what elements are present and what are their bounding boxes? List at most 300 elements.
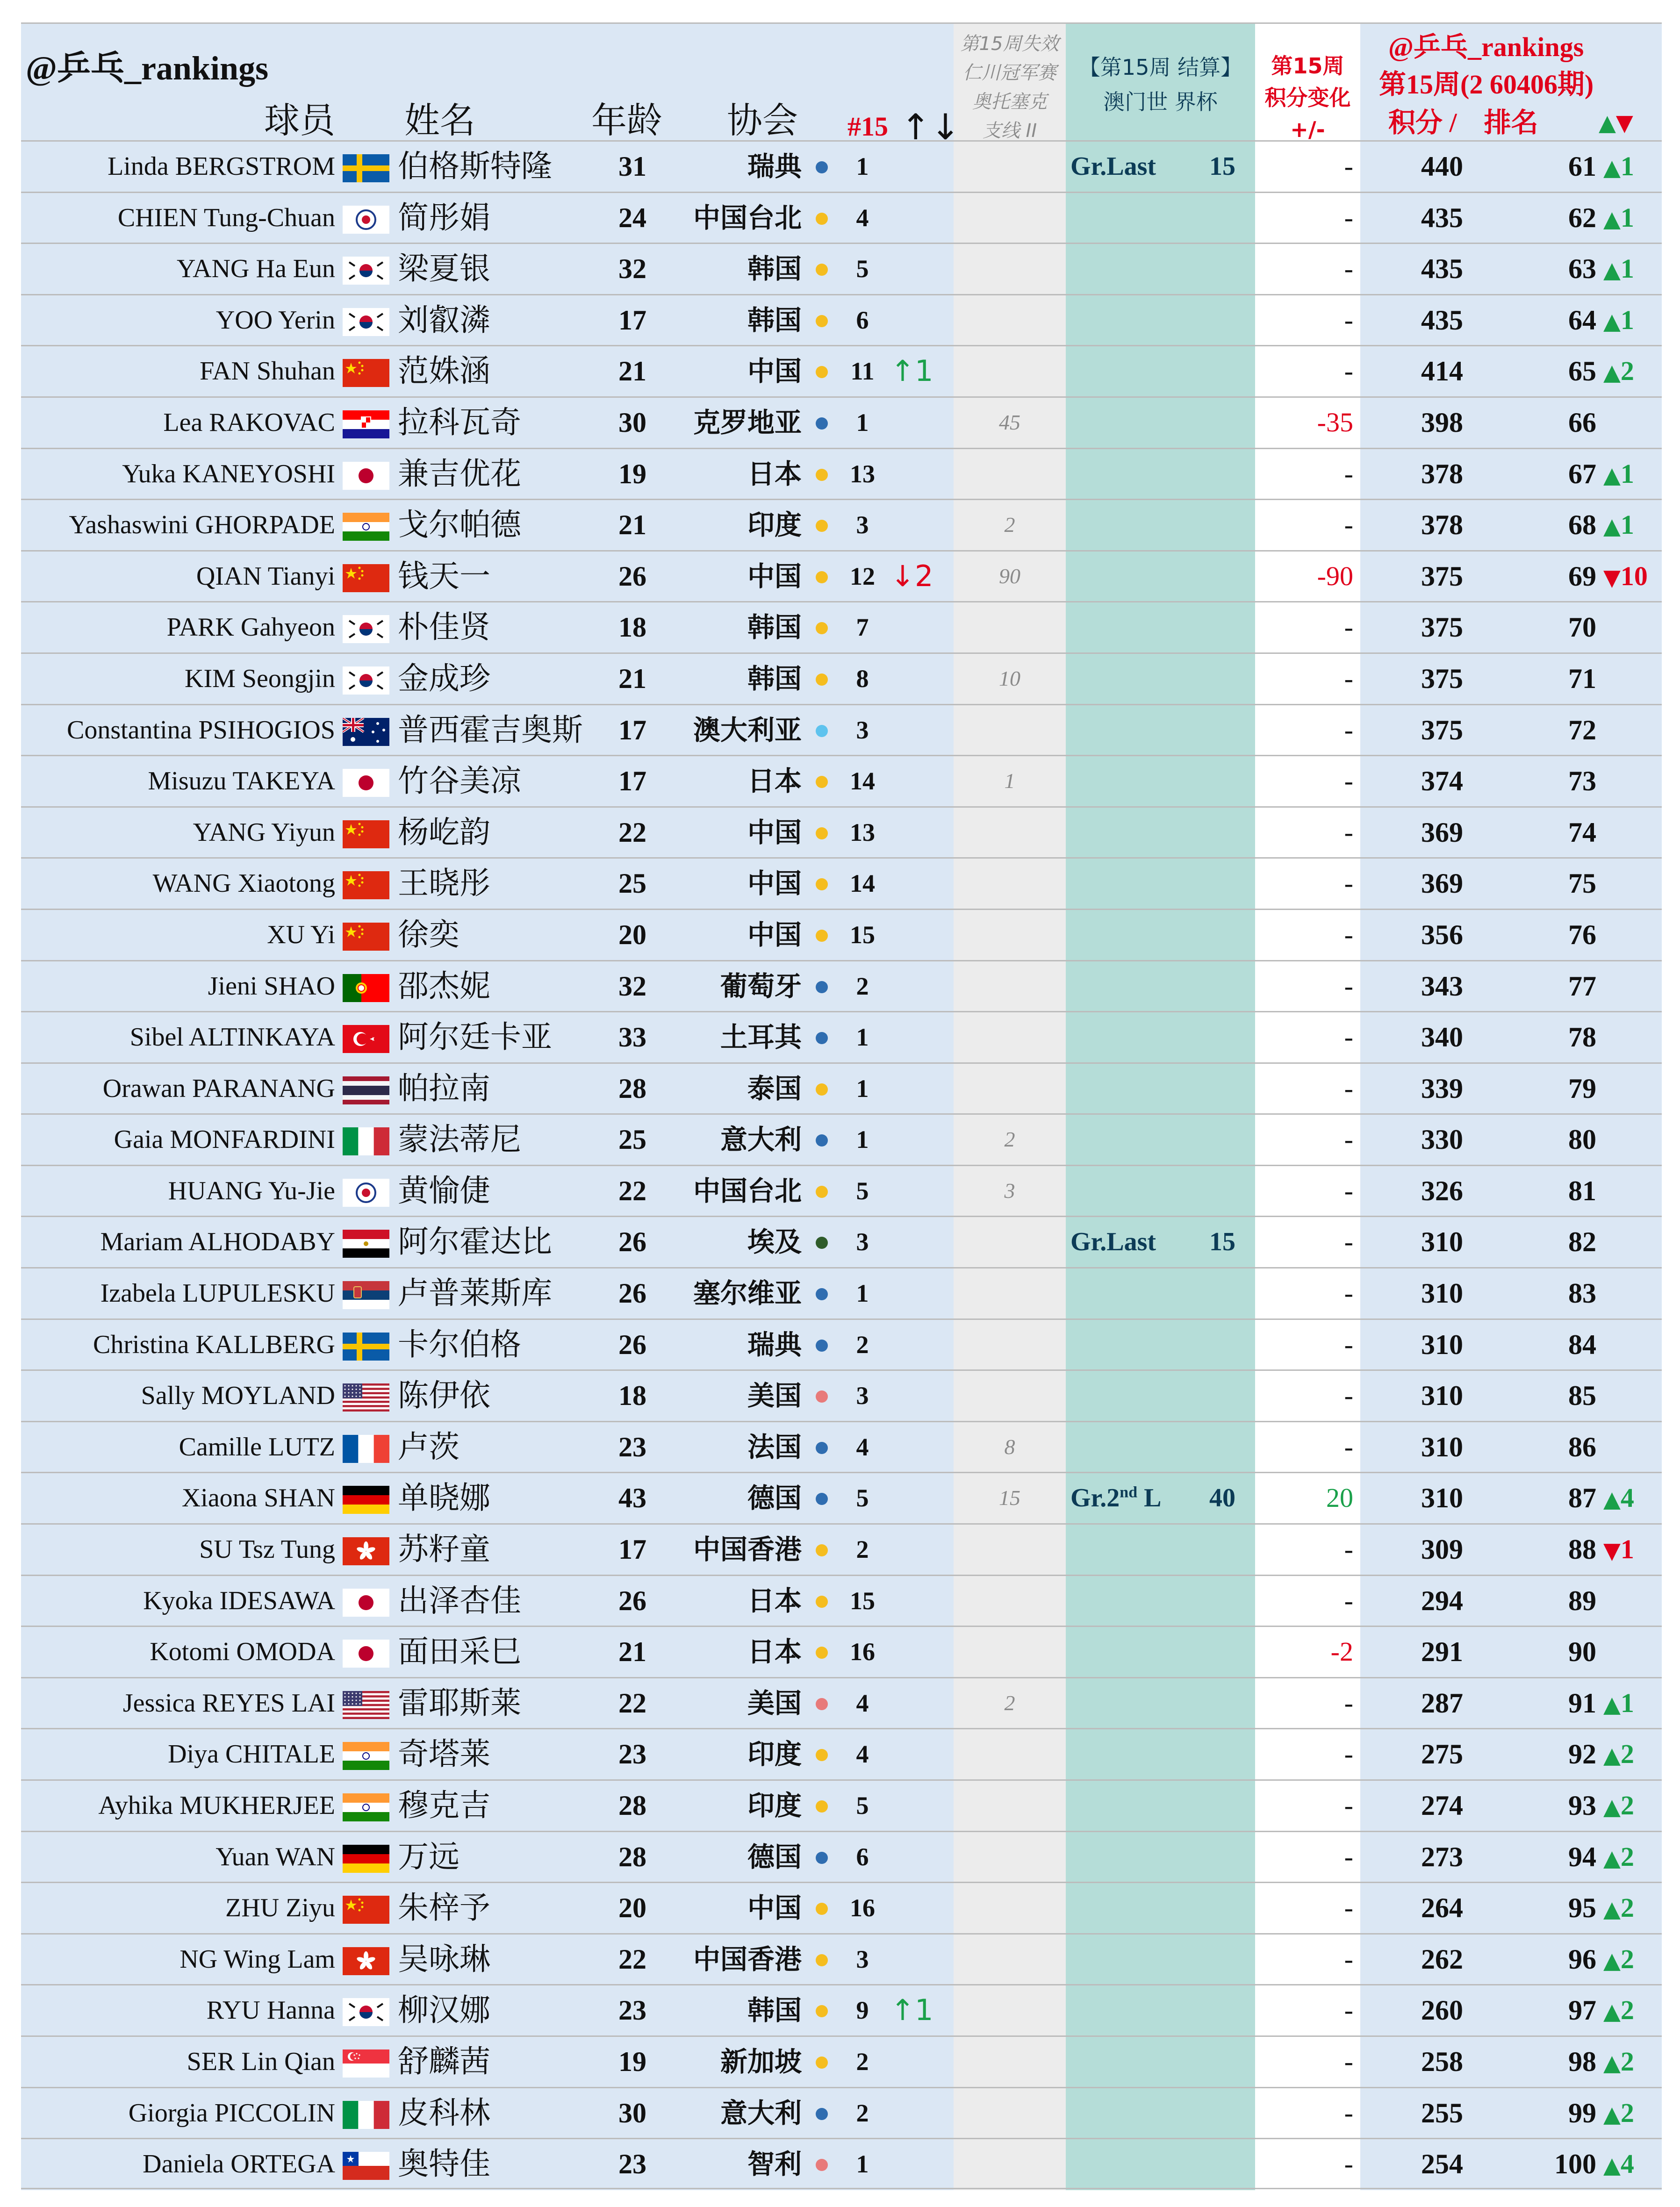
sweden-flag-icon: [343, 1333, 389, 1361]
player-english-name: RYU Hanna: [206, 1996, 335, 2025]
association-dot-icon: [816, 161, 828, 173]
points-change: -: [1344, 714, 1353, 745]
association-dot-icon: [816, 213, 828, 225]
macao-points: [1199, 1935, 1246, 1984]
china-flag-icon: [343, 923, 389, 951]
header-name: 姓名: [404, 101, 475, 141]
ranking-position: 65: [1568, 356, 1596, 387]
association-dot-icon: [816, 776, 828, 788]
association-dot-icon: [816, 827, 828, 839]
table-row: [21, 499, 1662, 550]
table-row: [21, 704, 1662, 755]
ranking-points: 378: [1421, 509, 1463, 541]
player-age: 17: [618, 304, 646, 336]
header-rank-brand: @乒乓_rankings: [1388, 32, 1584, 62]
player-english-name: HUANG Yu-Jie: [168, 1176, 335, 1205]
table-row: [21, 1113, 1662, 1165]
ranking-rows: [21, 140, 1662, 2189]
lost-points: [954, 1320, 1066, 1369]
lost-points: 90: [999, 564, 1020, 588]
table-row: [21, 2035, 1662, 2087]
japan-flag-icon: [343, 462, 389, 490]
association-dot-icon: [816, 2057, 828, 2069]
player-chinese-name: 吴咏琳: [398, 1941, 490, 1977]
player-association: 中国: [747, 355, 802, 387]
header-age: 年龄: [591, 101, 662, 141]
player-association: 美国: [747, 1380, 802, 1412]
ranking-points: 375: [1421, 714, 1463, 745]
points-change: -: [1344, 253, 1353, 284]
points-change: -: [1344, 1687, 1353, 1718]
table-row: [21, 448, 1662, 499]
lost-points: 2: [1004, 1691, 1015, 1715]
table-row: [21, 396, 1662, 448]
header-lost-line: 仁川冠军赛: [963, 62, 1056, 84]
ranking-points: 369: [1421, 817, 1463, 848]
player-age: 17: [618, 1534, 646, 1565]
ranking-points: 274: [1421, 1790, 1463, 1821]
macao-points: [1199, 1576, 1246, 1626]
ranking-position: 93: [1568, 1790, 1596, 1821]
macao-points: [1199, 1883, 1246, 1933]
move-amount: 1: [1620, 202, 1634, 233]
china-flag-icon: [343, 359, 389, 387]
lost-points: [954, 2139, 1066, 2189]
header-ranking: [1360, 29, 1662, 143]
header-change-line: +/-: [1290, 117, 1325, 142]
ranking-points: 310: [1421, 1226, 1463, 1258]
header-assoc: 协会: [727, 101, 798, 141]
ranking-points: 310: [1421, 1278, 1463, 1309]
association-dot-icon: [816, 1698, 828, 1710]
ranking-sheet: [21, 22, 1662, 2190]
move-amount: 4: [1620, 2149, 1634, 2179]
player-age: 23: [618, 1431, 646, 1462]
player-chinese-name: 穆克吉: [398, 1787, 490, 1823]
ranking-move: [1603, 2088, 1634, 2138]
hongkong-flag-icon: [343, 1537, 389, 1565]
player-chinese-name: 钱天一: [398, 558, 490, 594]
player-chinese-name: 出泽杏佳: [398, 1582, 521, 1619]
move-arrow-icon: ▲: [1603, 359, 1621, 386]
header-rank-label: 排名: [1484, 107, 1538, 138]
player-association: 日本: [747, 1636, 802, 1668]
player-chinese-name: 卢普莱斯库: [398, 1275, 552, 1311]
player-association: 韩国: [747, 611, 802, 644]
ranking-position: 62: [1568, 202, 1596, 233]
player-chinese-name: 拉科瓦奇: [398, 404, 521, 440]
table-header: [21, 22, 1662, 148]
player-association: 德国: [747, 1841, 802, 1873]
macao-points: [1199, 756, 1246, 806]
korea-flag-icon: [343, 615, 389, 643]
player-age: 33: [618, 1022, 646, 1053]
australia-flag-icon: [343, 718, 389, 746]
lost-points: [954, 910, 1066, 960]
move-arrow-icon: ▲: [1603, 1999, 1621, 2025]
week-rank: 3: [856, 716, 869, 744]
week-rank-move: ↑1: [890, 1993, 933, 2028]
player-association: 克罗地亚: [693, 406, 802, 438]
lost-points: [954, 2037, 1066, 2086]
macao-points: [1199, 500, 1246, 550]
ranking-position: 63: [1568, 253, 1596, 285]
player-association: 日本: [747, 1584, 802, 1617]
player-age: 28: [618, 1841, 646, 1872]
player-english-name: KIM Seongjin: [185, 664, 335, 693]
association-dot-icon: [816, 1442, 828, 1454]
player-english-name: Kyoka IDESAWA: [143, 1586, 335, 1615]
player-association: 中国台北: [693, 1175, 802, 1207]
week-rank: 1: [856, 1279, 869, 1308]
table-row: [21, 1267, 1662, 1318]
week-rank: 16: [850, 1894, 875, 1922]
association-dot-icon: [816, 2159, 828, 2171]
week-rank-move: ↓2: [890, 559, 933, 593]
player-association: 葡萄牙: [720, 970, 802, 1002]
lost-points: 2: [1004, 1127, 1015, 1152]
week-rank: 2: [856, 972, 869, 1000]
week-rank-move: ↑1: [890, 354, 933, 388]
player-chinese-name: 帕拉南: [398, 1070, 490, 1106]
week-rank: 1: [856, 1023, 869, 1052]
points-change: 20: [1326, 1483, 1353, 1513]
player-association: 泰国: [747, 1072, 802, 1104]
week-rank: 1: [856, 2150, 869, 2178]
player-association: 中国: [747, 560, 802, 592]
player-chinese-name: 万远: [398, 1838, 459, 1875]
ranking-position: 78: [1568, 1022, 1596, 1053]
player-english-name: Yuan WAN: [215, 1842, 335, 1871]
table-row: [21, 1318, 1662, 1370]
move-arrow-icon: ▲: [1603, 1742, 1621, 1769]
ranking-move: [1603, 1525, 1634, 1574]
week-rank: 4: [856, 203, 869, 232]
lost-points: [954, 808, 1066, 857]
association-dot-icon: [816, 1749, 828, 1761]
player-age: 22: [618, 817, 646, 848]
ranking-position: 70: [1568, 612, 1596, 643]
player-chinese-name: 皮科林: [398, 2094, 490, 2131]
player-english-name: Christina KALLBERG: [93, 1330, 335, 1359]
points-change: -: [1344, 151, 1353, 181]
player-english-name: ZHU Ziyu: [225, 1893, 335, 1923]
player-chinese-name: 王晓彤: [398, 865, 490, 902]
move-amount: 2: [1620, 1841, 1634, 1872]
points-change: -: [1344, 1329, 1353, 1360]
table-row: [21, 1421, 1662, 1472]
table-row: [21, 1369, 1662, 1421]
macao-points: [1199, 1166, 1246, 1216]
macao-points: [1199, 1985, 1246, 2035]
points-change: -: [1344, 356, 1353, 387]
china-flag-icon: [343, 1896, 389, 1924]
lost-points: [954, 1371, 1066, 1420]
table-row: [21, 2138, 1662, 2189]
ranking-points: 264: [1421, 1892, 1463, 1924]
player-english-name: YANG Yiyun: [193, 817, 335, 847]
player-english-name: Yashaswini GHORPADE: [69, 510, 335, 540]
table-row: [21, 1472, 1662, 1523]
points-change: -: [1344, 817, 1353, 847]
week-rank: 3: [856, 1228, 869, 1256]
ranking-position: 99: [1568, 2097, 1596, 2128]
header-lost-points: [954, 29, 1066, 145]
ranking-points: 273: [1421, 1841, 1463, 1872]
korea-flag-icon: [343, 666, 389, 695]
player-age: 17: [618, 714, 646, 745]
association-dot-icon: [816, 1800, 828, 1813]
player-age: 23: [618, 2149, 646, 2180]
move-arrow-icon: ▲: [1603, 2152, 1621, 2179]
player-age: 25: [618, 868, 646, 899]
association-dot-icon: [816, 2108, 828, 2120]
move-arrow-icon: ▼: [1603, 1538, 1621, 1564]
ranking-position: 85: [1568, 1380, 1596, 1412]
player-association: 埃及: [747, 1226, 802, 1258]
points-change: -: [1344, 1278, 1353, 1309]
player-chinese-name: 范姝涵: [398, 353, 490, 389]
ranking-move: [1603, 500, 1634, 550]
ranking-points: 369: [1421, 868, 1463, 899]
player-association: 中国: [747, 918, 802, 951]
association-dot-icon: [816, 520, 828, 532]
player-chinese-name: 柳汉娜: [398, 1992, 490, 2028]
association-dot-icon: [816, 1493, 828, 1505]
china-flag-icon: [343, 820, 389, 848]
points-change: -: [1344, 1943, 1353, 1974]
india-flag-icon: [343, 1793, 389, 1821]
points-change: -: [1344, 1739, 1353, 1770]
macao-points: [1199, 1678, 1246, 1728]
header-macao-world-cup: [1066, 50, 1255, 119]
table-row: [21, 909, 1662, 960]
macao-points: [1199, 910, 1246, 960]
ranking-points: 375: [1421, 663, 1463, 694]
ranking-position: 95: [1568, 1892, 1596, 1924]
points-change: -: [1344, 1073, 1353, 1104]
lost-points: [954, 1217, 1066, 1267]
macao-points: [1199, 1268, 1246, 1318]
ranking-move: [1603, 193, 1634, 243]
player-age: 30: [618, 407, 646, 438]
ranking-position: 79: [1568, 1073, 1596, 1104]
croatia-flag-icon: [343, 410, 389, 438]
table-row: [21, 1677, 1662, 1728]
table-row: [21, 1216, 1662, 1267]
player-association: 韩国: [747, 253, 802, 285]
header-lost-line: 支线 II: [982, 120, 1037, 142]
association-dot-icon: [816, 417, 828, 430]
sweden-flag-icon: [343, 154, 389, 182]
player-association: 印度: [747, 1738, 802, 1770]
macao-points: [1199, 1115, 1246, 1164]
ranking-points: 374: [1421, 766, 1463, 797]
week-rank: 14: [850, 767, 875, 795]
macao-points: [1199, 449, 1246, 499]
player-association: 瑞典: [747, 150, 802, 182]
ranking-points: 340: [1421, 1022, 1463, 1053]
player-age: 21: [618, 663, 646, 694]
ranking-points: 310: [1421, 1380, 1463, 1412]
table-row: [21, 1523, 1662, 1575]
points-change: -: [1344, 1995, 1353, 2026]
header-lost-line: 奥托塞克: [972, 91, 1047, 113]
ranking-move: [1603, 552, 1648, 601]
ranking-move: [1603, 2139, 1634, 2189]
header-rank-columns: [1360, 103, 1662, 143]
table-row: [21, 1062, 1662, 1114]
player-english-name: Xiaona SHAN: [181, 1483, 335, 1513]
lost-points: [954, 1985, 1066, 2035]
player-association: 日本: [747, 765, 802, 797]
week-rank: 1: [856, 1125, 869, 1154]
player-chinese-name: 伯格斯特隆: [398, 148, 552, 184]
week-rank: 13: [850, 818, 875, 846]
ranking-points: 310: [1421, 1483, 1463, 1514]
week-rank: 4: [856, 1740, 869, 1769]
player-age: 28: [618, 1790, 646, 1821]
ranking-points: 356: [1421, 919, 1463, 950]
macao-points: [1199, 193, 1246, 243]
week-rank: 3: [856, 1945, 869, 1973]
association-dot-icon: [816, 1903, 828, 1915]
table-row: [21, 1728, 1662, 1779]
move-amount: 1: [1620, 1687, 1634, 1718]
move-amount: 2: [1620, 2097, 1634, 2128]
table-row: [21, 857, 1662, 909]
ranking-move: [1603, 1473, 1634, 1523]
ranking-move: [1603, 1678, 1634, 1728]
ranking-points: 414: [1421, 356, 1463, 387]
table-row: [21, 806, 1662, 858]
usa-flag-icon: [343, 1383, 389, 1412]
points-change: -: [1344, 919, 1353, 950]
ranking-move: [1603, 244, 1634, 294]
ranking-points: 375: [1421, 612, 1463, 643]
move-amount: 1: [1620, 151, 1634, 181]
points-change: -: [1344, 663, 1353, 694]
macao-points: [1199, 552, 1246, 601]
macao-points: [1199, 398, 1246, 447]
lost-points: [954, 1576, 1066, 1626]
week-rank: 5: [856, 1176, 869, 1205]
ranking-move: [1603, 1883, 1634, 1933]
move-arrow-icon: ▲: [1603, 1947, 1621, 1974]
ranking-position: 64: [1568, 304, 1596, 336]
header-week-rank: #15: [847, 111, 888, 142]
player-chinese-name: 戈尔帕德: [398, 507, 521, 543]
association-dot-icon: [816, 1186, 828, 1198]
player-age: 25: [618, 1124, 646, 1155]
ranking-points: 255: [1421, 2097, 1463, 2128]
ranking-points: 294: [1421, 1585, 1463, 1616]
header-player: 球员: [264, 101, 335, 141]
player-english-name: CHIEN Tung-Chuan: [117, 203, 335, 232]
macao-points: [1199, 808, 1246, 857]
points-change: -: [1344, 1226, 1353, 1257]
move-amount: 2: [1620, 1790, 1634, 1820]
lost-points: [954, 1627, 1066, 1677]
move-amount: 10: [1620, 560, 1648, 591]
ranking-move: [1603, 1935, 1634, 1984]
player-chinese-name: 刘叡潾: [398, 301, 490, 338]
lost-points: [954, 1781, 1066, 1830]
association-dot-icon: [816, 1852, 828, 1864]
points-change: -: [1344, 202, 1353, 233]
ranking-position: 74: [1568, 817, 1596, 848]
player-age: 22: [618, 1175, 646, 1206]
ranking-position: 91: [1568, 1687, 1596, 1719]
ranking-move: [1603, 346, 1634, 396]
week-rank: 11: [850, 357, 875, 386]
japan-flag-icon: [343, 1589, 389, 1617]
player-association: 中国台北: [693, 201, 802, 234]
association-dot-icon: [816, 1390, 828, 1403]
association-dot-icon: [816, 1134, 828, 1146]
player-age: 24: [618, 202, 646, 233]
player-english-name: Kotomi OMODA: [150, 1637, 335, 1667]
association-dot-icon: [816, 1237, 828, 1249]
lost-points: [954, 1064, 1066, 1113]
table-row: [21, 140, 1662, 192]
player-english-name: WANG Xiaotong: [152, 869, 335, 898]
player-age: 28: [618, 1073, 646, 1104]
lost-points: [954, 1729, 1066, 1779]
macao-points: [1199, 2037, 1246, 2086]
lost-points: [954, 705, 1066, 755]
move-amount: 2: [1620, 1943, 1634, 1974]
ranking-position: 90: [1568, 1636, 1596, 1668]
week-rank: 3: [856, 511, 869, 539]
points-change: -: [1344, 1022, 1353, 1053]
header-points-change: [1255, 50, 1360, 145]
player-english-name: Ayhika MUKHERJEE: [98, 1791, 335, 1820]
macao-points: [1199, 1525, 1246, 1574]
week-rank: 1: [856, 408, 869, 437]
player-age: 26: [618, 1585, 646, 1616]
player-association: 意大利: [720, 2097, 802, 2129]
ranking-position: 97: [1568, 1995, 1596, 2026]
player-chinese-name: 卡尔伯格: [398, 1326, 521, 1362]
player-english-name: Misuzu TAKEYA: [148, 767, 335, 796]
chile-flag-icon: [343, 2152, 389, 2180]
player-age: 23: [618, 1995, 646, 2026]
singapore-flag-icon: [343, 2049, 389, 2078]
table-row: [21, 1575, 1662, 1626]
player-age: 26: [618, 1329, 646, 1360]
ranking-points: 258: [1421, 2046, 1463, 2077]
player-chinese-name: 阿尔廷卡亚: [398, 1019, 552, 1055]
player-chinese-name: 朱梓予: [398, 1890, 490, 1926]
player-association: 意大利: [720, 1124, 802, 1156]
italy-flag-icon: [343, 1127, 389, 1155]
macao-points: [1199, 859, 1246, 908]
week-rank: 1: [856, 152, 869, 180]
korea-flag-icon: [343, 308, 389, 336]
ranking-points: 275: [1421, 1739, 1463, 1770]
player-chinese-name: 阿尔霍达比: [398, 1224, 552, 1260]
china-flag-icon: [343, 564, 389, 592]
lost-points: [954, 142, 1066, 191]
korea-flag-icon: [343, 1998, 389, 2026]
move-amount: 2: [1620, 1995, 1634, 2026]
macao-points: 15: [1209, 152, 1235, 181]
ranking-position: 96: [1568, 1943, 1596, 1975]
player-chinese-name: 黄愉倢: [398, 1172, 490, 1209]
header-week-arrows: ↑↓: [901, 106, 961, 148]
player-age: 32: [618, 970, 646, 1002]
